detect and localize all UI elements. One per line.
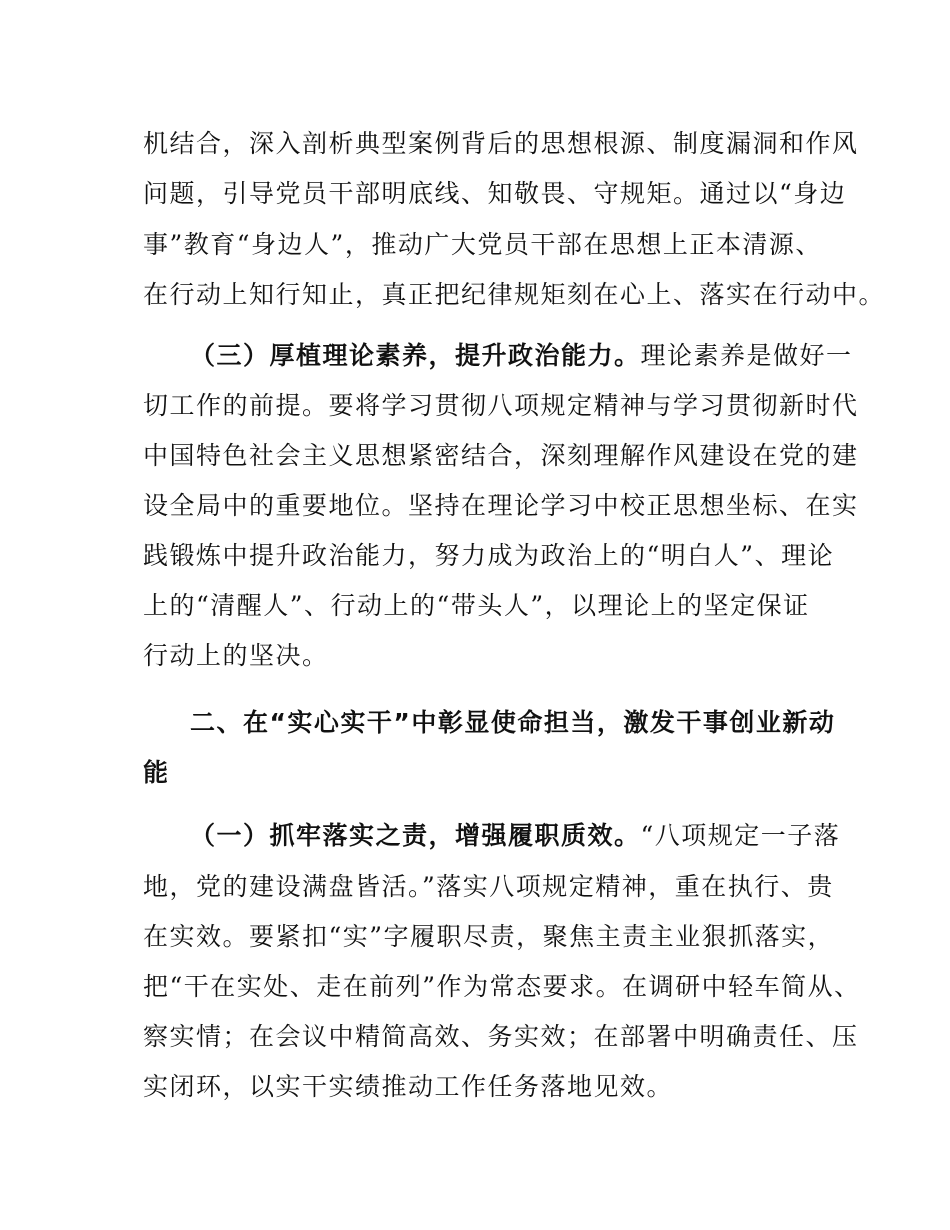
paragraph-3-line-1 (190, 820, 870, 852)
paragraph-3-line-5: 察实情；在会议中精简高效、务实效；在部署中明确责任、压 (143, 1022, 859, 1051)
paragraph-2-line-7: 行动上的坚决。 (143, 641, 329, 670)
paragraph-3-bold-lead: （一）抓牢落实之责，增强履职质效。 (190, 821, 641, 850)
paragraph-2-line-1 (190, 340, 870, 372)
paragraph-3-first-line-rest: “八项规定一子落 (640, 821, 841, 850)
paragraph-2-line-2: 切工作的前提。要将学习贯彻八项规定精神与学习贯彻新时代 (143, 391, 859, 420)
paragraph-2-line-3: 中国特色社会主义思想紧密结合，深刻理解作风建设在党的建 (143, 441, 859, 470)
paragraph-3-line-4: 把“干在实处、走在前列”作为常态要求。在调研中轻车简从、 (143, 972, 861, 1001)
section-heading-2-line-1: 二、在“实心实干”中彰显使命担当，激发干事创业新动 (190, 708, 836, 737)
paragraph-2-line-4: 设全局中的重要地位。坚持在理论学习中校正思想坐标、在实 (143, 491, 859, 520)
paragraph-1-line-4: 在行动上知行知止，真正把纪律规矩刻在心上、落实在行动中。 (143, 280, 886, 309)
paragraph-3-line-3: 在实效。要紧扣“实”字履职尽责，聚焦主责主业狠抓落实， (143, 922, 835, 951)
paragraph-2-line-6: 上的“清醒人”、行动上的“带头人”，以理论上的坚定保证 (143, 591, 810, 620)
paragraph-1-line-1: 机结合，深入剖析典型案例背后的思想根源、制度漏洞和作风 (143, 129, 859, 158)
section-heading-2-line-2: 能 (143, 758, 170, 787)
paragraph-2-line-5: 践锻炼中提升政治能力，努力成为政治上的“明白人”、理论 (143, 541, 835, 570)
paragraph-2-first-line-rest: 理论素养是做好一 (640, 341, 853, 370)
paragraph-1-line-2: 问题，引导党员干部明底线、知敬畏、守规矩。通过以“身边 (143, 179, 847, 208)
paragraph-3-line-6: 实闭环，以实干实绩推动工作任务落地见效。 (143, 1072, 674, 1101)
paragraph-2-bold-lead: （三）厚植理论素养，提升政治能力。 (190, 341, 641, 370)
paragraph-1-line-3: 事”教育“身边人”，推动广大党员干部在思想上正本清源、 (143, 230, 822, 259)
paragraph-3-line-2: 地，党的建设满盘皆活。”落实八项规定精神，重在执行、贵 (143, 872, 834, 901)
